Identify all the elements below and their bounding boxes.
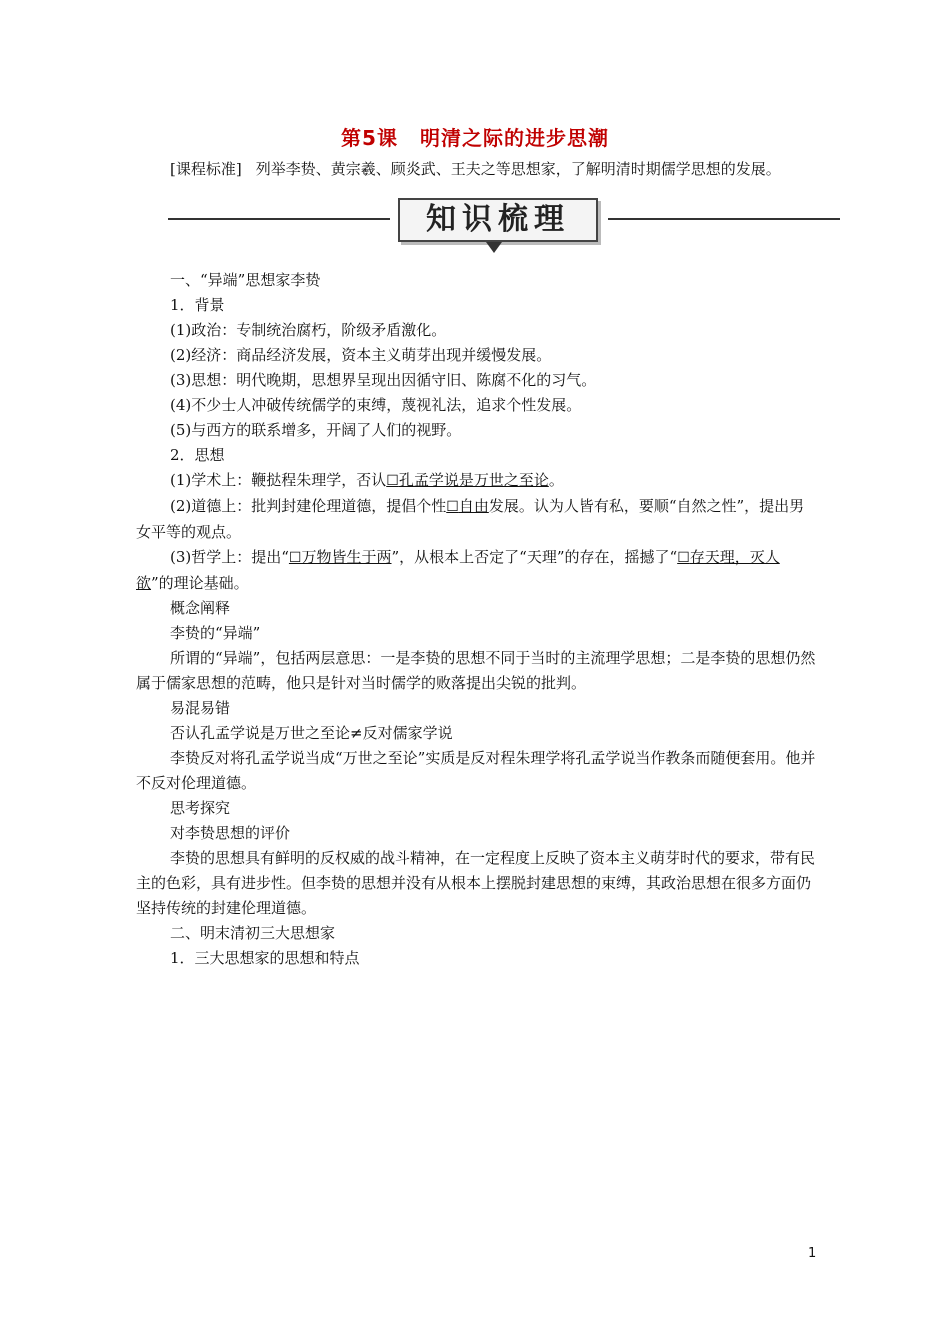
blank-box-icon: ☐ — [386, 473, 399, 489]
confuse-label: 易混易错 — [170, 699, 231, 717]
background-heading: 1．背景 — [170, 296, 225, 314]
text-run: 发展。认为人皆有私，要顺“自然之性”，提出男女平等的观点。 — [136, 497, 805, 541]
background-item: (1)政治：专制统治腐朽，阶级矛盾激化。 — [170, 321, 447, 339]
answer-text: 万物皆生于两 — [301, 548, 392, 566]
blank-answer — [386, 471, 549, 489]
lesson-number: 第5课 — [341, 126, 398, 150]
text-run: (2)道德上：批判封建伦理道德，提倡个性 — [170, 497, 447, 515]
text-run: (1)学术上：鞭挞程朱理学，否认 — [170, 471, 387, 489]
confuse-text: 李贽反对将孔孟学说当成“万世之至论”实质是反对程朱理学将孔孟学说当作教条而随便套用。他并不反对伦理道德。 — [136, 749, 816, 792]
page-number: 1 — [808, 1246, 817, 1261]
text-run: (3)哲学上：提出“ — [170, 548, 289, 566]
blank-box-icon: ☐ — [446, 499, 459, 515]
banner-rule-left — [168, 218, 390, 220]
concept-text: 所谓的“异端”，包括两层意思：一是李贽的思想不同于当时的主流理学思想；二是李贽的思想仍然属于儒家思想的范畴，他只是针对当时儒学的败落提出尖锐的批判。 — [136, 649, 816, 692]
blank-box-icon: ☐ — [677, 550, 690, 566]
main-content — [136, 268, 816, 971]
standard-tag: [课程标准] — [170, 160, 242, 178]
section2-heading: 二、明末清初三大思想家 — [170, 924, 336, 942]
confuse-title: 否认孔孟学说是万世之至论≠反对儒家学说 — [170, 724, 453, 742]
background-item: (5)与西方的联系增多，开阔了人们的视野。 — [170, 421, 462, 439]
concept-label: 概念阐释 — [170, 599, 231, 617]
thought-item-philosophy — [136, 545, 816, 596]
banner-arrow-icon — [486, 242, 502, 253]
standard-text: 列举李贽、黄宗羲、顾炎武、王夫之等思想家，了解明清时期儒学思想的发展。 — [255, 160, 781, 178]
section1-heading: 一、“异端”思想家李贽 — [170, 271, 321, 289]
curriculum-standard — [170, 158, 870, 179]
thought-item-moral — [136, 494, 816, 545]
text-run: ”的理论基础。 — [151, 574, 249, 592]
blank-answer — [289, 548, 392, 566]
section2-subheading: 1．三大思想家的思想和特点 — [170, 949, 360, 967]
explore-text: 李贽的思想具有鲜明的反权威的战斗精神，在一定程度上反映了资本主义萌芽时代的要求，带有民主的色彩，具有进步性。但李贽的思想并没有从根本上摆脱封建思想的束缚，其政治思想在很多方面仍坚持传统的封建伦理道德。 — [136, 849, 816, 917]
blank-box-icon: ☐ — [288, 550, 302, 566]
section-banner — [168, 196, 840, 258]
answer-text: 孔孟学说是万世之至论 — [398, 471, 549, 489]
background-item: (4)不少士人冲破传统儒学的束缚，蔑视礼法，追求个性发展。 — [170, 396, 582, 414]
explore-label: 思考探究 — [170, 799, 231, 817]
answer-text: 存天理，灭人欲 — [136, 548, 780, 592]
explore-title: 对李贽思想的评价 — [170, 824, 291, 842]
background-item: (2)经济：商品经济发展，资本主义萌芽出现并缓慢发展。 — [170, 346, 552, 364]
blank-answer — [446, 497, 489, 515]
background-item: (3)思想：明代晚期，思想界呈现出因循守旧、陈腐不化的习气。 — [170, 371, 597, 389]
lesson-title — [0, 122, 950, 151]
text-run: ”，从根本上否定了“天理”的存在，摇撼了“ — [391, 548, 678, 566]
text-run: 。 — [548, 471, 564, 489]
thought-item-academic — [136, 468, 816, 494]
lesson-name: 明清之际的进步思潮 — [419, 126, 609, 150]
answer-text: 自由 — [458, 497, 489, 515]
banner-label: 知识梳理 — [398, 198, 598, 242]
banner-rule-right — [608, 218, 840, 220]
thought-heading: 2．思想 — [170, 446, 225, 464]
concept-title: 李贽的“异端” — [170, 624, 261, 642]
